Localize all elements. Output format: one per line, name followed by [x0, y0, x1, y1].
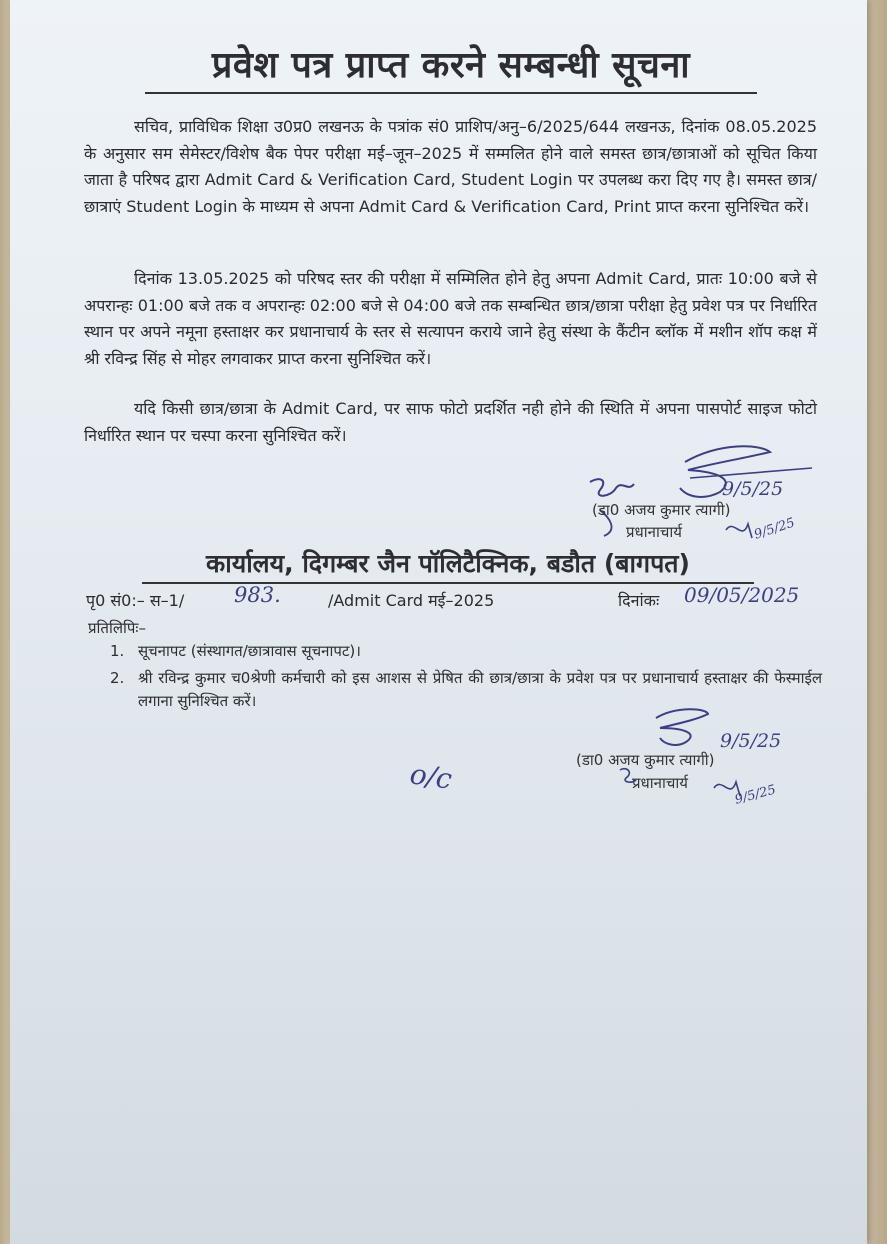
initials-mark-1 [724, 512, 797, 546]
date-label: दिनांकः [618, 591, 660, 610]
copy-item-text: श्री रविन्द्र कुमार च0श्रेणी कर्मचारी को इस आशस से प्रेषित की छात्र/छात्रा के प्रवेश पत्र पर प्रधानाचार्य हस्ताक्षर की फेस्माईल लगाना सुनिश्चित करें। [138, 669, 822, 710]
paragraph-2: दिनांक 13.05.2025 को परिषद स्तर की परीक्षा में सम्मिलित होने हेतु अपना Admit Card, प्रातः 10:00 बजे से अपरान्हः 01:00 बजे तक व अपरान्हः 02:00 बजे से 04:00 बजे तक सम्बन्धित छात्र/छात्रा परीक्षा हेतु प्रवेश पत्र पर निर्धारित स्थान पर अपने नमूना हस्ताक्षर कर प्रधानाचार्य के स्तर से सत्यापन कराये जाने हेतु संस्था के कैंटीन ब्लॉक में मशीन शॉप कक्ष में श्री रविन्द्र सिंह से मोहर लगवाकर प्राप्त करना सुनिश्चित करें। [84, 269, 817, 368]
signatory-title-1: प्रधानाचार्य [626, 523, 682, 541]
initials-mark-3 [616, 764, 640, 788]
reference-suffix: /Admit Card मई–2025 [328, 591, 495, 610]
date-value: 09/05/2025 [684, 583, 800, 607]
svg-text:9/5/25: 9/5/25 [752, 515, 797, 543]
notice-title: प्रवेश पत्र प्राप्त करने सम्बन्धी सूचना [145, 42, 757, 94]
copy-item-text: सूचनापट (संस्थागत/छात्रावास सूचनापट)। [138, 642, 361, 660]
signatory-name-2: (डा0 अजय कुमार त्यागी) [576, 751, 715, 769]
svg-text:9/5/25: 9/5/25 [733, 782, 778, 808]
initials-mark-2 [710, 770, 790, 810]
reference-prefix: पृ0 सं0:– स–1/ [86, 591, 185, 610]
handwritten-date-1: 9/5/25 [722, 478, 784, 500]
copy-item-number: 1. [110, 642, 125, 660]
signatory-title-2: प्रधानाचार्य [632, 774, 688, 792]
copy-label: प्रतिलिपिः– [88, 619, 146, 637]
office-heading: कार्यालय, दिगम्बर जैन पॉलिटैक्निक, बडौत (बागपत) [142, 546, 754, 584]
copy-item-number: 2. [110, 669, 125, 687]
background-right [865, 0, 887, 1244]
copy-item [110, 640, 822, 663]
handwritten-oc-mark: o/c [407, 757, 455, 796]
paragraph-3: यदि किसी छात्र/छात्रा के Admit Card, पर साफ फोटो प्रदर्शित नही होने की स्थिति में अपना पासपोर्ट साइज फोटो निर्धारित स्थान पर चस्पा करना सुनिश्चित करें। [84, 399, 817, 445]
signatory-name-1: (डा0 अजय कुमार त्यागी) [592, 501, 731, 519]
notice-paper [10, 0, 867, 1244]
handwritten-date-2: 9/5/25 [720, 730, 782, 752]
reference-number: 983. [234, 583, 281, 607]
paragraph-1: सचिव, प्राविधिक शिक्षा उ0प्र0 लखनऊ के पत्रांक सं0 प्राशिप/अनु–6/2025/644 लखनऊ, दिनांक 08.05.2025 के अनुसार सम सेमेस्टर/विशेष बैक पेपर परीक्षा मई–जून–2025 में सम्मलित होने वाले समस्त छात्र/छात्राओं को सूचित किया जाता है परिषद द्वारा Admit Card & Verification Card, Student Login पर उपलब्ध करा दिए गए है। समस्त छात्र/छात्राएं Student Login के माध्यम से अपना Admit Card & Verification Card, Print प्राप्त करना सुनिश्चित करें। [84, 117, 817, 216]
